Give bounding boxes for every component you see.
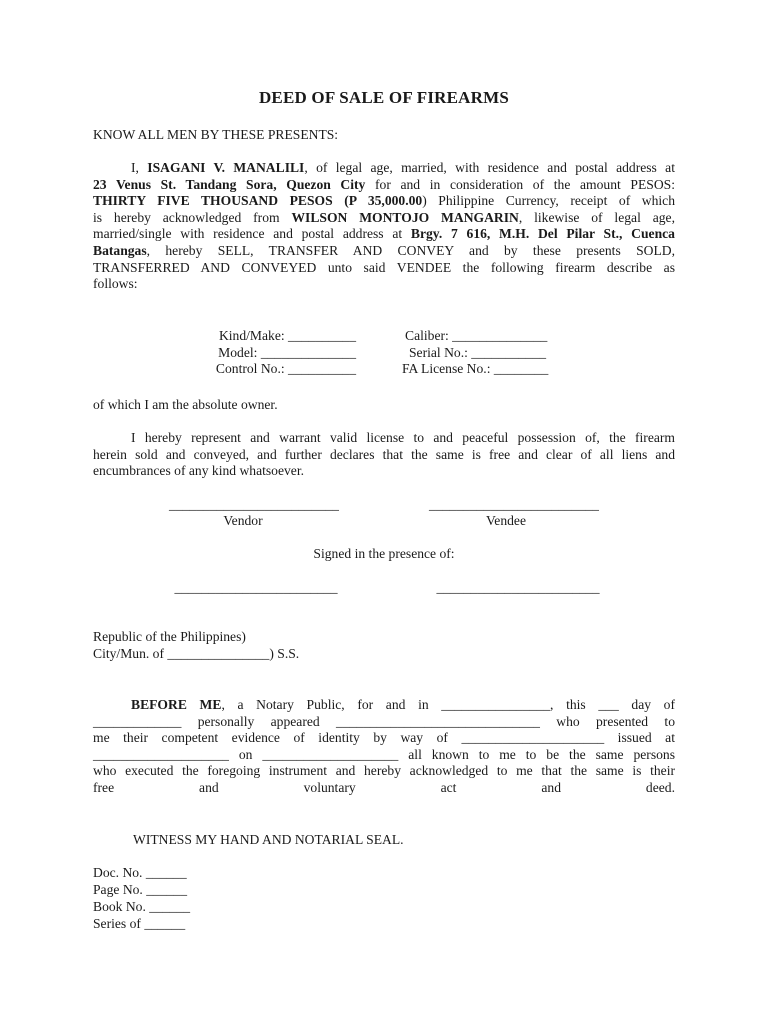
- notary-text: me their competent evidence of identity by way of _____________________ issued at: [93, 730, 675, 746]
- venue-country: Republic of the Philippines): [93, 629, 246, 644]
- para1-text: for and in consideration of the amount PESOS:: [365, 176, 675, 192]
- sale-amount: THIRTY FIVE THOUSAND PESOS (P 35,000.00: [93, 193, 423, 209]
- para1-text: I,: [131, 160, 148, 175]
- vendor-name: ISAGANI V. MANALILI: [147, 160, 305, 175]
- vendee-signature-line: _________________________: [429, 497, 599, 512]
- opening-line: KNOW ALL MEN BY THESE PRESENTS:: [93, 127, 339, 142]
- field-kind-make: Kind/Make: __________: [218, 328, 356, 343]
- vendor-address: 23 Venus St. Tandang Sora, Quezon City: [93, 176, 366, 192]
- page-no: Page No. ______: [93, 882, 188, 897]
- vendor-signature-line: _________________________: [169, 497, 339, 512]
- witness1-signature-line: ________________________: [174, 580, 338, 595]
- para1-text: , likewise of legal age,: [518, 209, 675, 225]
- witness-seal-line: WITNESS MY HAND AND NOTARIAL SEAL.: [133, 832, 404, 847]
- owner-line: of which I am the absolute owner.: [93, 397, 278, 412]
- notary-text: ____________________ on ____________________ all known to me to be the same persons: [93, 746, 675, 762]
- field-caliber: Caliber: ______________: [405, 328, 548, 343]
- field-control-no: Control No.: __________: [215, 361, 356, 376]
- para1-text: ) Philippine Currency, receipt of which: [422, 193, 675, 209]
- book-no: Book No. ______: [93, 899, 191, 914]
- witness2-signature-line: ________________________: [436, 580, 600, 595]
- vendee-name: WILSON MONTOJO MANGARIN: [291, 209, 519, 225]
- vendee-label: Vendee: [485, 513, 526, 528]
- para1-text: TRANSFERRED AND CONVEYED unto said VENDEE the following firearm describe as: [93, 259, 675, 275]
- field-fa-license-no: FA License No.: ________: [402, 361, 549, 376]
- before-me-heading: BEFORE ME: [131, 697, 222, 712]
- field-serial-no: Serial No.: ___________: [409, 345, 547, 360]
- para1-text: is hereby acknowledged from: [93, 209, 292, 225]
- notary-text: _____________ personally appeared ______________________________ who presented to: [93, 713, 675, 729]
- vendee-address-cont: Batangas: [93, 242, 147, 258]
- series-of: Series of ______: [93, 916, 186, 931]
- para1-text: , of legal age, married, with residence and postal address at: [304, 160, 675, 175]
- document-title: DEED OF SALE OF FIREARMS: [258, 88, 510, 107]
- warranty-paragraph: [93, 430, 675, 480]
- para1-text: married/single with residence and postal address at: [93, 226, 411, 242]
- vendor-label: Vendor: [223, 513, 263, 528]
- notary-text: , a Notary Public, for and in ________________, this ___ day of: [221, 697, 675, 712]
- presence-line: Signed in the presence of:: [313, 546, 455, 561]
- para1-text: follows:: [93, 276, 138, 292]
- doc-no: Doc. No. ______: [93, 865, 187, 880]
- para1-text: , hereby SELL, TRANSFER AND CONVEY and by these presents SOLD,: [146, 242, 675, 258]
- vendee-address: Brgy. 7 616, M.H. Del Pilar St., Cuenca: [410, 226, 675, 242]
- para2-text: encumbrances of any kind whatsoever.: [93, 463, 305, 479]
- para2-text: I hereby represent and warrant valid license to and peaceful possession of, the firearm: [131, 430, 675, 445]
- sale-paragraph: [93, 160, 675, 293]
- notary-text: who executed the foregoing instrument and hereby acknowledged to me that the same is their: [93, 763, 675, 779]
- notary-text: free and voluntary act and deed.: [93, 779, 675, 795]
- para2-text: herein sold and conveyed, and further declares that the same is free and clear of all liens and: [93, 446, 675, 462]
- notary-paragraph: [93, 697, 675, 797]
- field-model: Model: ______________: [218, 345, 356, 360]
- venue-city: City/Mun. of _______________) S.S.: [93, 646, 300, 661]
